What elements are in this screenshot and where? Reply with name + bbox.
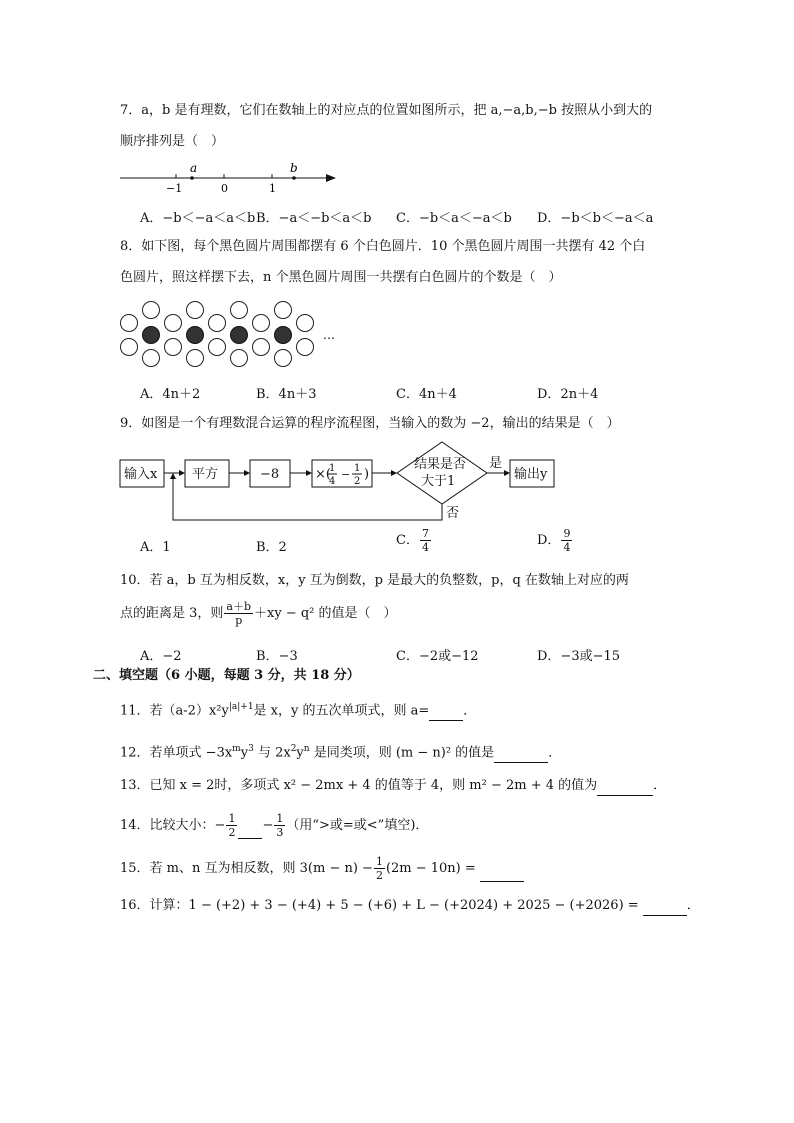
q15: 15．若 m、n 互为相反数，则 3(m − n) − $\frac{1}{2}$ (2m − 10n) = bbox=[120, 855, 524, 882]
q10-option-a[interactable]: A．−2 bbox=[140, 649, 182, 664]
q9-line1: 9．如图是一个有理数混合运算的程序流程图，当输入的数为 −2，输出的结果是（ ） bbox=[120, 416, 620, 431]
arrow-icon bbox=[391, 470, 397, 476]
label-a: a bbox=[190, 161, 198, 175]
q11-answer-blank[interactable] bbox=[429, 706, 463, 721]
section-heading: 二、填空题（6 小题，每题 3 分，共 18 分） bbox=[93, 668, 360, 683]
square-label: 平方 bbox=[192, 467, 219, 482]
q13-answer-blank[interactable] bbox=[597, 781, 653, 796]
q10-line1: 10．若 a，b 互为相反数，x，y 互为倒数，p 是最大的负整数，p，q 在数轴上对应的两 bbox=[120, 573, 629, 588]
mult-prefix: ×( bbox=[315, 467, 331, 482]
q10-line2: 点的距离是 3，则 $\frac{a+b}{p}$ ＋xy − q² 的值是（ ） bbox=[120, 600, 397, 627]
arrow-icon bbox=[306, 470, 312, 476]
tick-label-1: 1 bbox=[269, 182, 276, 195]
flow-minus: − bbox=[341, 468, 351, 481]
q9-option-a[interactable]: A．1 bbox=[140, 540, 171, 555]
q10-frac-num: a＋b bbox=[226, 600, 252, 613]
decision-diamond bbox=[397, 442, 487, 504]
q8-option-b[interactable]: B．4n＋3 bbox=[256, 387, 317, 402]
flow-frac2-num: 1 bbox=[354, 463, 361, 474]
no-label: 否 bbox=[446, 506, 460, 521]
q13: 13．已知 x = 2时，多项式 x² − 2mx + 4 的值等于 4，则 m² − 2m + 4 的值为 ． bbox=[120, 776, 666, 796]
q9-option-c[interactable]: C． $\frac{7}{4}$ bbox=[396, 527, 429, 554]
flow-frac1-num: 1 bbox=[329, 463, 336, 474]
q7-line2: 顺序排列是（ ） bbox=[120, 134, 225, 149]
black-disc bbox=[187, 327, 204, 344]
black-disc bbox=[231, 327, 248, 344]
decision-line1: 结果是否 bbox=[414, 457, 467, 472]
q8-option-a[interactable]: A．4n＋2 bbox=[140, 387, 201, 402]
q12: 12．若单项式 $-3x^my^3$ 与 $2x^2y^n$ 是同类项，则 (m − n)² 的值是 ． bbox=[120, 739, 561, 763]
q8-option-d[interactable]: D．2n＋4 bbox=[537, 387, 599, 402]
flowchart-figure bbox=[115, 438, 565, 524]
q9-d-den: 4 bbox=[563, 541, 571, 554]
q16-answer-blank[interactable] bbox=[643, 901, 687, 916]
q15-answer-blank[interactable] bbox=[480, 867, 524, 882]
q10-option-d[interactable]: D．−3或−15 bbox=[537, 649, 621, 664]
decision-line2: 大于1 bbox=[421, 474, 456, 489]
arrow-icon bbox=[170, 473, 176, 479]
arrow-icon bbox=[244, 470, 250, 476]
q14: 14．比较大小：− $\frac{1}{2}$ − $\frac{1}{3}$ （用“>或=或<”填空)． bbox=[120, 812, 429, 839]
point-b bbox=[292, 176, 296, 180]
q9-option-b[interactable]: B．2 bbox=[256, 540, 287, 555]
q8-option-c[interactable]: C．4n＋4 bbox=[396, 387, 457, 402]
q7-line1: 7．a，b 是有理数，它们在数轴上的对应点的位置如图所示，把 a,−a,b,−b 按照从小到大的 bbox=[120, 103, 653, 118]
black-disc bbox=[143, 327, 160, 344]
q10-frac-den: p bbox=[235, 614, 243, 627]
q7-option-d[interactable]: D．−b＜b＜−a＜a bbox=[537, 211, 654, 226]
q9-d-num: 9 bbox=[563, 527, 571, 540]
flow-frac1-den: 4 bbox=[329, 476, 336, 487]
black-disc bbox=[275, 327, 292, 344]
q7-option-a[interactable]: A．−b＜−a＜a＜b bbox=[140, 211, 256, 226]
q7-option-c[interactable]: C．−b＜a＜−a＜b bbox=[396, 211, 512, 226]
number-line-arrow-icon bbox=[326, 174, 336, 182]
q9-option-d[interactable]: D． $\frac{9}{4}$ bbox=[537, 527, 571, 554]
yes-label: 是 bbox=[489, 456, 503, 471]
q9-c-den: 4 bbox=[421, 541, 429, 554]
tick-label-0: 0 bbox=[221, 182, 228, 195]
pattern-ellipsis: … bbox=[323, 328, 335, 342]
q12-answer-blank[interactable] bbox=[494, 748, 548, 763]
q7-option-b[interactable]: B．−a＜−b＜a＜b bbox=[256, 211, 372, 226]
label-b: b bbox=[290, 161, 298, 175]
q10-option-c[interactable]: C．−2或−12 bbox=[396, 649, 479, 664]
arrow-icon bbox=[179, 470, 185, 476]
q10-option-b[interactable]: B．−3 bbox=[256, 649, 298, 664]
disc-pattern-figure bbox=[115, 296, 345, 372]
q8-line1: 8．如下图，每个黑色圆片周围都摆有 6 个白色圆片．10 个黑色圆片周围一共摆有 42 个白 bbox=[120, 239, 646, 254]
flow-frac2-den: 2 bbox=[354, 476, 361, 487]
q9-c-num: 7 bbox=[421, 527, 429, 540]
minus8-label: −8 bbox=[260, 467, 280, 482]
q16: 16．计算：1 − (+2) + 3 − (+4) + 5 − (+6) + L − (+2024) + 2025 − (+2026) = ． bbox=[120, 896, 700, 916]
output-label: 输出y bbox=[514, 467, 548, 482]
q8-line2: 色圆片，照这样摆下去，n 个黑色圆片周围一共摆有白色圆片的个数是（ ） bbox=[120, 270, 562, 285]
q11: 11．若$(a-2)x^2y^{|a|+1}$是 x，y 的五次单项式，则 a= ． bbox=[120, 697, 476, 721]
mult-suffix: ) bbox=[364, 467, 370, 482]
point-a bbox=[190, 176, 194, 180]
number-line-figure bbox=[118, 158, 343, 198]
q14-answer-blank[interactable] bbox=[238, 824, 262, 839]
tick-label-minus1: −1 bbox=[166, 182, 183, 195]
arrow-icon bbox=[504, 470, 510, 476]
input-label: 输入x bbox=[124, 467, 158, 482]
